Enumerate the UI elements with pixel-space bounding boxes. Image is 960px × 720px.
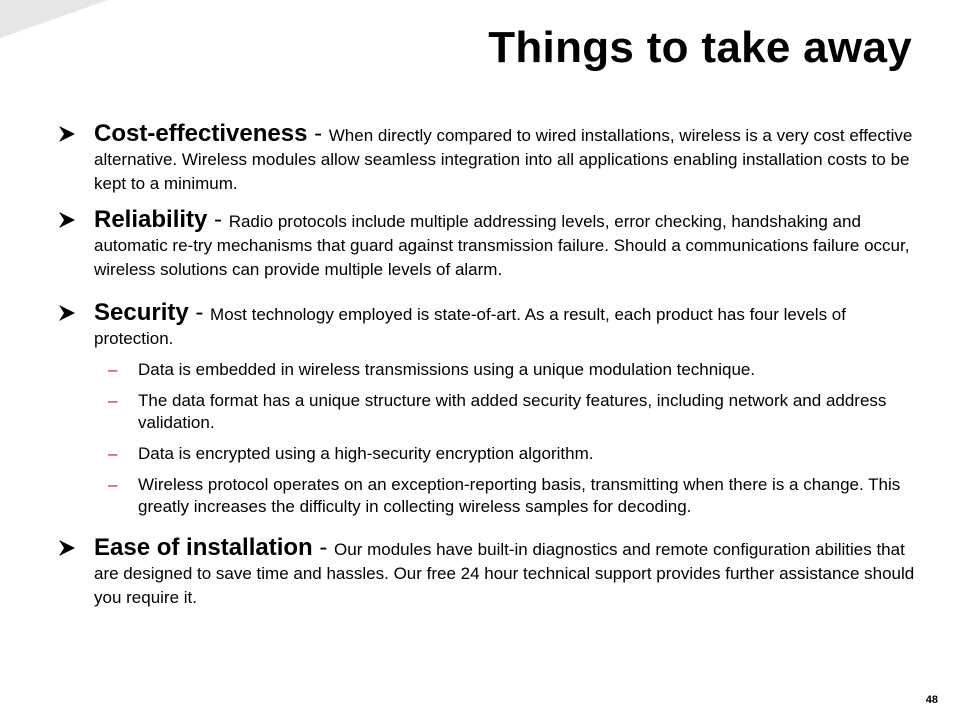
sub-list-item bbox=[58, 443, 930, 465]
dash-bullet-icon: – bbox=[108, 391, 118, 410]
arrowhead-bullet-icon bbox=[58, 125, 76, 143]
sub-list-item bbox=[58, 390, 930, 434]
arrowhead-bullet-icon bbox=[58, 211, 76, 229]
bullet-heading: Reliability bbox=[94, 206, 208, 233]
bullet-reliability bbox=[58, 208, 930, 282]
sub-item-text: Wireless protocol operates on an exception-reporting basis, transmitting when there is a change. This greatly increases the difficulty in collecting wireless samples for decoding. bbox=[138, 475, 901, 516]
bullet-heading: Ease of installation bbox=[94, 534, 313, 561]
arrowhead-bullet-icon bbox=[58, 539, 76, 557]
slide-title: Things to take away bbox=[488, 23, 912, 72]
bullet-separator: - bbox=[307, 120, 329, 147]
bullet-ease-of-installation bbox=[58, 536, 930, 610]
arrowhead-bullet-icon bbox=[58, 304, 76, 322]
sub-list-item bbox=[58, 474, 930, 518]
bullet-cost-effectiveness bbox=[58, 122, 930, 196]
dash-bullet-icon: – bbox=[108, 475, 118, 494]
sub-list-item bbox=[58, 359, 930, 381]
bullet-text: Most technology employed is state-of-art. As a result, each product has four levels of protection. bbox=[94, 305, 846, 348]
bullet-text: Our modules have built-in diagnostics and remote configuration abilities that are designed to save time and hassles. Our free 24 hour technical support provides further assistance should you require it. bbox=[94, 540, 915, 607]
bullet-separator: - bbox=[207, 206, 229, 233]
sub-item-text: Data is encrypted using a high-security encryption algorithm. bbox=[138, 444, 594, 463]
bullet-security bbox=[58, 301, 930, 351]
dash-bullet-icon: – bbox=[108, 360, 118, 379]
bullet-heading: Security bbox=[94, 299, 189, 326]
corner-decoration bbox=[0, 0, 130, 40]
slide-content bbox=[58, 122, 930, 610]
dash-bullet-icon: – bbox=[108, 444, 118, 463]
bullet-separator: - bbox=[312, 534, 335, 561]
bullet-separator: - bbox=[188, 299, 211, 326]
page-number: 48 bbox=[925, 694, 938, 706]
bullet-text: Radio protocols include multiple addressing levels, error checking, handshaking and automatic re-try mechanisms that guard against transmission failure. Should a communications failure occur, wireless solutions can provide multiple levels of alarm. bbox=[94, 212, 910, 279]
bullet-text: When directly compared to wired installations, wireless is a very cost effective alternative. Wireless modules allow seamless integration into all applications enabling installation costs to be kept to a minimum. bbox=[94, 126, 913, 193]
security-sub-list bbox=[58, 359, 930, 518]
sub-item-text: Data is embedded in wireless transmissions using a unique modulation technique. bbox=[138, 360, 756, 379]
sub-item-text: The data format has a unique structure with added security features, including network and address validation. bbox=[138, 391, 887, 432]
bullet-heading: Cost-effectiveness bbox=[94, 120, 308, 147]
